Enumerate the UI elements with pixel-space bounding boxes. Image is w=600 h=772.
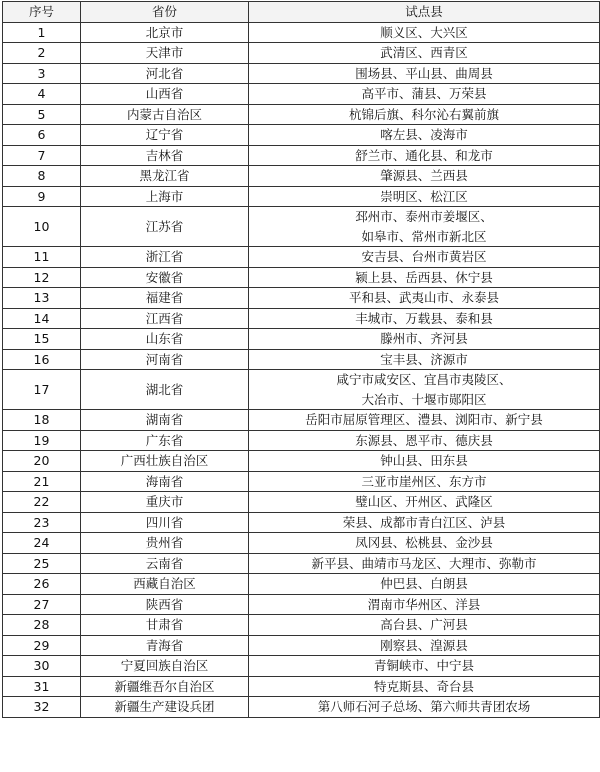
county-line: 高平市、蒲县、万荣县 xyxy=(361,86,487,101)
pilot-counties xyxy=(249,676,600,697)
table-row xyxy=(3,125,600,146)
province-name: 福建省 xyxy=(81,288,249,309)
province-name: 江苏省 xyxy=(81,207,249,247)
province-name: 广西壮族自治区 xyxy=(81,451,249,472)
pilot-counties xyxy=(249,656,600,677)
county-line: 崇明区、松江区 xyxy=(380,188,468,204)
county-line: 如皋市、常州市新北区 xyxy=(361,228,487,244)
county-line: 高台县、广河县 xyxy=(380,617,468,632)
province-name: 安徽省 xyxy=(81,267,249,288)
row-number: 16 xyxy=(3,349,81,370)
pilot-counties xyxy=(249,207,600,247)
pilot-counties xyxy=(249,594,600,615)
pilot-county-table xyxy=(2,1,600,718)
county-line: 三亚市崖州区、东方市 xyxy=(361,473,487,489)
pilot-counties xyxy=(249,349,600,370)
pilot-counties xyxy=(249,125,600,146)
table-row xyxy=(3,349,600,370)
county-line: 凤冈县、松桃县、金沙县 xyxy=(355,535,493,550)
county-line: 平和县、武夷山市、永泰县 xyxy=(348,290,499,305)
county-line: 特克斯县、奇台县 xyxy=(373,678,474,694)
province-name: 江西省 xyxy=(81,308,249,329)
row-number: 22 xyxy=(3,492,81,513)
table-row xyxy=(3,84,600,105)
province-name: 湖北省 xyxy=(81,370,249,410)
province-name: 辽宁省 xyxy=(81,125,249,146)
province-name: 宁夏回族自治区 xyxy=(81,656,249,677)
row-number: 19 xyxy=(3,430,81,451)
row-number: 11 xyxy=(3,247,81,268)
row-number: 32 xyxy=(3,697,81,718)
pilot-counties xyxy=(249,553,600,574)
province-name: 河南省 xyxy=(81,349,249,370)
row-number: 29 xyxy=(3,635,81,656)
table-row xyxy=(3,533,600,554)
county-line: 喀左县、凌海市 xyxy=(380,127,468,142)
row-number: 10 xyxy=(3,207,81,247)
row-number: 26 xyxy=(3,574,81,595)
province-name: 海南省 xyxy=(81,471,249,492)
table-row xyxy=(3,43,600,64)
table-row xyxy=(3,492,600,513)
row-number: 18 xyxy=(3,410,81,431)
province-name: 陕西省 xyxy=(81,594,249,615)
table-row xyxy=(3,451,600,472)
row-number: 5 xyxy=(3,104,81,125)
county-line: 第八师石河子总场、第六师共青团农场 xyxy=(317,699,531,714)
table-row xyxy=(3,247,600,268)
row-number: 27 xyxy=(3,594,81,615)
county-line: 肇源县、兰西县 xyxy=(380,168,468,183)
table-row xyxy=(3,430,600,451)
province-name: 青海省 xyxy=(81,635,249,656)
county-line: 东源县、恩平市、德庆县 xyxy=(355,432,493,448)
header-number: 序号 xyxy=(3,2,81,23)
pilot-counties xyxy=(249,635,600,656)
table-row xyxy=(3,267,600,288)
pilot-counties xyxy=(249,615,600,636)
footnote-cutoff xyxy=(4,763,600,772)
county-line: 颍上县、岳西县、休宁县 xyxy=(355,269,493,285)
table-row xyxy=(3,471,600,492)
county-line: 仲巴县、白朗县 xyxy=(380,576,468,591)
pilot-counties xyxy=(249,512,600,533)
county-line: 渭南市华州区、洋县 xyxy=(367,596,481,612)
table-row xyxy=(3,574,600,595)
county-line: 荣县、成都市青白江区、泸县 xyxy=(342,514,506,530)
province-name: 山东省 xyxy=(81,329,249,350)
province-name: 云南省 xyxy=(81,553,249,574)
table-header-row xyxy=(3,2,600,23)
province-name: 内蒙古自治区 xyxy=(81,104,249,125)
county-line: 新平县、曲靖市马龙区、大理市、弥勒市 xyxy=(311,555,537,571)
table-body xyxy=(3,22,600,717)
row-number: 6 xyxy=(3,125,81,146)
province-name: 天津市 xyxy=(81,43,249,64)
pilot-counties xyxy=(249,43,600,64)
table-row xyxy=(3,145,600,166)
province-name: 广东省 xyxy=(81,430,249,451)
county-line: 围场县、平山县、曲周县 xyxy=(355,65,493,81)
row-number: 3 xyxy=(3,63,81,84)
table-row xyxy=(3,635,600,656)
table-row xyxy=(3,697,600,718)
pilot-counties xyxy=(249,84,600,105)
county-line: 安吉县、台州市黄岩区 xyxy=(361,249,487,264)
pilot-counties xyxy=(249,247,600,268)
pilot-county-table-container xyxy=(2,1,600,718)
table-row xyxy=(3,166,600,187)
pilot-counties xyxy=(249,451,600,472)
pilot-counties xyxy=(249,410,600,431)
province-name: 甘肃省 xyxy=(81,615,249,636)
table-row xyxy=(3,370,600,410)
pilot-counties xyxy=(249,430,600,451)
row-number: 9 xyxy=(3,186,81,207)
pilot-counties xyxy=(249,267,600,288)
county-line: 咸宁市咸安区、宜昌市夷陵区、 xyxy=(336,372,512,387)
pilot-counties xyxy=(249,329,600,350)
pilot-counties xyxy=(249,471,600,492)
table-row xyxy=(3,63,600,84)
province-name: 湖南省 xyxy=(81,410,249,431)
header-pilot-counties: 试点县 xyxy=(249,2,600,23)
province-name: 重庆市 xyxy=(81,492,249,513)
row-number: 31 xyxy=(3,676,81,697)
province-name: 浙江省 xyxy=(81,247,249,268)
row-number: 2 xyxy=(3,43,81,64)
pilot-counties xyxy=(249,22,600,43)
row-number: 7 xyxy=(3,145,81,166)
table-row xyxy=(3,104,600,125)
row-number: 24 xyxy=(3,533,81,554)
row-number: 28 xyxy=(3,615,81,636)
pilot-counties xyxy=(249,104,600,125)
row-number: 4 xyxy=(3,84,81,105)
county-line: 滕州市、齐河县 xyxy=(380,331,468,346)
province-name: 四川省 xyxy=(81,512,249,533)
province-name: 吉林省 xyxy=(81,145,249,166)
province-name: 西藏自治区 xyxy=(81,574,249,595)
county-line: 宝丰县、济源市 xyxy=(380,351,468,367)
table-row xyxy=(3,594,600,615)
row-number: 25 xyxy=(3,553,81,574)
row-number: 21 xyxy=(3,471,81,492)
table-row xyxy=(3,553,600,574)
county-line: 璧山区、开州区、武隆区 xyxy=(355,494,493,509)
table-row xyxy=(3,308,600,329)
pilot-counties xyxy=(249,186,600,207)
table-row xyxy=(3,512,600,533)
county-line: 武清区、西青区 xyxy=(380,45,468,60)
row-number: 15 xyxy=(3,329,81,350)
county-line: 杭锦后旗、科尔沁右翼前旗 xyxy=(348,106,499,122)
county-line: 钟山县、田东县 xyxy=(380,453,468,468)
row-number: 14 xyxy=(3,308,81,329)
row-number: 30 xyxy=(3,656,81,677)
pilot-counties xyxy=(249,370,600,410)
county-line: 邳州市、泰州市姜堰区、 xyxy=(355,209,493,224)
row-number: 17 xyxy=(3,370,81,410)
pilot-counties xyxy=(249,533,600,554)
province-name: 贵州省 xyxy=(81,533,249,554)
county-line: 顺义区、大兴区 xyxy=(380,24,468,40)
pilot-counties xyxy=(249,288,600,309)
province-name: 上海市 xyxy=(81,186,249,207)
province-name: 北京市 xyxy=(81,22,249,43)
row-number: 12 xyxy=(3,267,81,288)
table-row xyxy=(3,676,600,697)
table-row xyxy=(3,207,600,247)
pilot-counties xyxy=(249,308,600,329)
row-number: 20 xyxy=(3,451,81,472)
county-line: 丰城市、万载县、泰和县 xyxy=(355,310,493,326)
county-line: 青铜峡市、中宁县 xyxy=(373,658,474,673)
province-name: 新疆生产建设兵团 xyxy=(81,697,249,718)
header-province: 省份 xyxy=(81,2,249,23)
row-number: 8 xyxy=(3,166,81,187)
county-line: 刚察县、湟源县 xyxy=(380,637,468,653)
county-line: 舒兰市、通化县、和龙市 xyxy=(355,147,493,163)
county-line: 岳阳市屈原管理区、澧县、浏阳市、新宁县 xyxy=(305,412,543,427)
table-row xyxy=(3,656,600,677)
pilot-counties xyxy=(249,166,600,187)
county-line: 大冶市、十堰市郧阳区 xyxy=(361,391,487,407)
province-name: 新疆维吾尔自治区 xyxy=(81,676,249,697)
pilot-counties xyxy=(249,492,600,513)
province-name: 山西省 xyxy=(81,84,249,105)
table-row xyxy=(3,288,600,309)
province-name: 河北省 xyxy=(81,63,249,84)
row-number: 13 xyxy=(3,288,81,309)
province-name: 黑龙江省 xyxy=(81,166,249,187)
table-row xyxy=(3,329,600,350)
table-row xyxy=(3,22,600,43)
table-row xyxy=(3,186,600,207)
pilot-counties xyxy=(249,697,600,718)
row-number: 23 xyxy=(3,512,81,533)
pilot-counties xyxy=(249,63,600,84)
pilot-counties xyxy=(249,145,600,166)
table-row xyxy=(3,615,600,636)
pilot-counties xyxy=(249,574,600,595)
table-row xyxy=(3,410,600,431)
row-number: 1 xyxy=(3,22,81,43)
